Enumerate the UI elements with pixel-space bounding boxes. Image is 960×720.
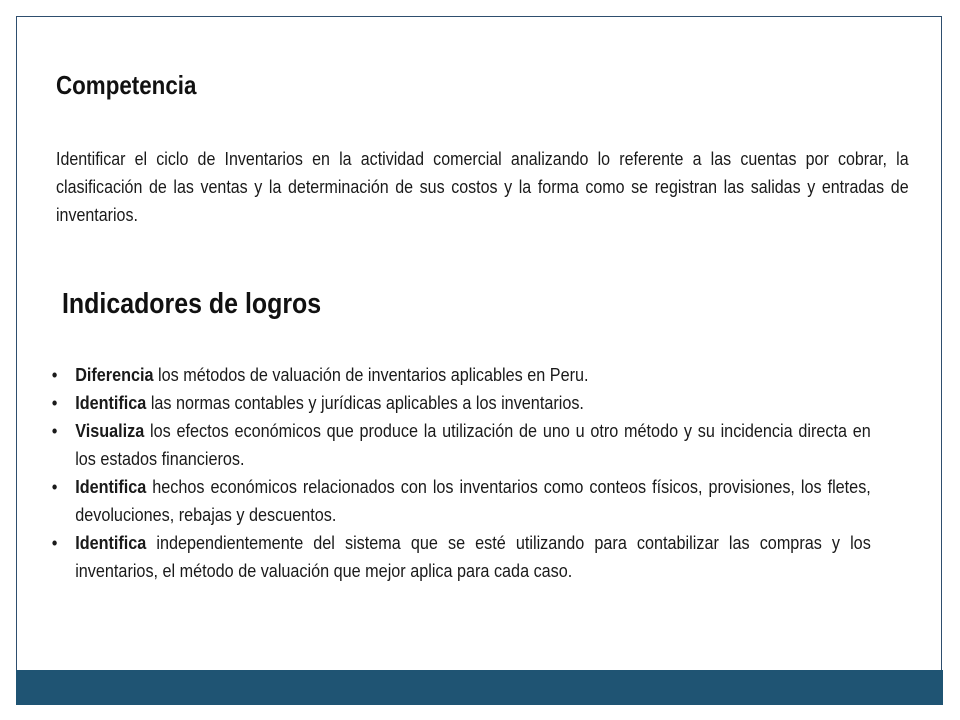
list-item [50, 389, 871, 417]
list-item [50, 473, 871, 529]
bullet-text: los efectos económicos que produce la utilización de uno u otro método y su incidencia directa en los estados financieros. [75, 421, 871, 469]
bullet-text: las normas contables y jurídicas aplicables a los inventarios. [146, 393, 584, 413]
bullet-keyword: Diferencia [75, 365, 154, 385]
bullet-icon: • [51, 365, 58, 385]
bullet-text: hechos económicos relacionados con los inventarios como conteos físicos, provisiones, los fletes, devoluciones, rebajas y descuentos. [75, 477, 871, 525]
competencia-heading: Competencia [56, 70, 197, 100]
bullet-icon: • [51, 477, 58, 497]
bullet-text: independientemente del sistema que se esté utilizando para contabilizar las compras y los inventarios, el método de valuación que mejor aplica para cada caso. [75, 533, 871, 581]
indicadores-heading: Indicadores de logros [62, 288, 322, 320]
bullet-text: los métodos de valuación de inventarios aplicables en Peru. [153, 365, 589, 385]
list-item [50, 361, 871, 389]
list-item [50, 529, 871, 585]
bullet-keyword: Identifica [75, 393, 147, 413]
list-item [50, 417, 871, 473]
bullet-icon: • [51, 533, 58, 553]
footer-bar [16, 670, 943, 705]
bullet-keyword: Visualiza [75, 421, 145, 441]
indicadores-list [50, 361, 871, 585]
bullet-keyword: Identifica [75, 533, 147, 553]
slide-frame [16, 16, 942, 704]
bullet-icon: • [51, 393, 58, 413]
competencia-paragraph: Identificar el ciclo de Inventarios en la actividad comercial analizando lo referente a las cuentas por cobrar, la clasificación de las ventas y la determinación de sus costos y la forma como se registran las salidas y entradas de inventarios. [56, 149, 909, 225]
bullet-keyword: Identifica [75, 477, 147, 497]
bullet-icon: • [51, 421, 58, 441]
